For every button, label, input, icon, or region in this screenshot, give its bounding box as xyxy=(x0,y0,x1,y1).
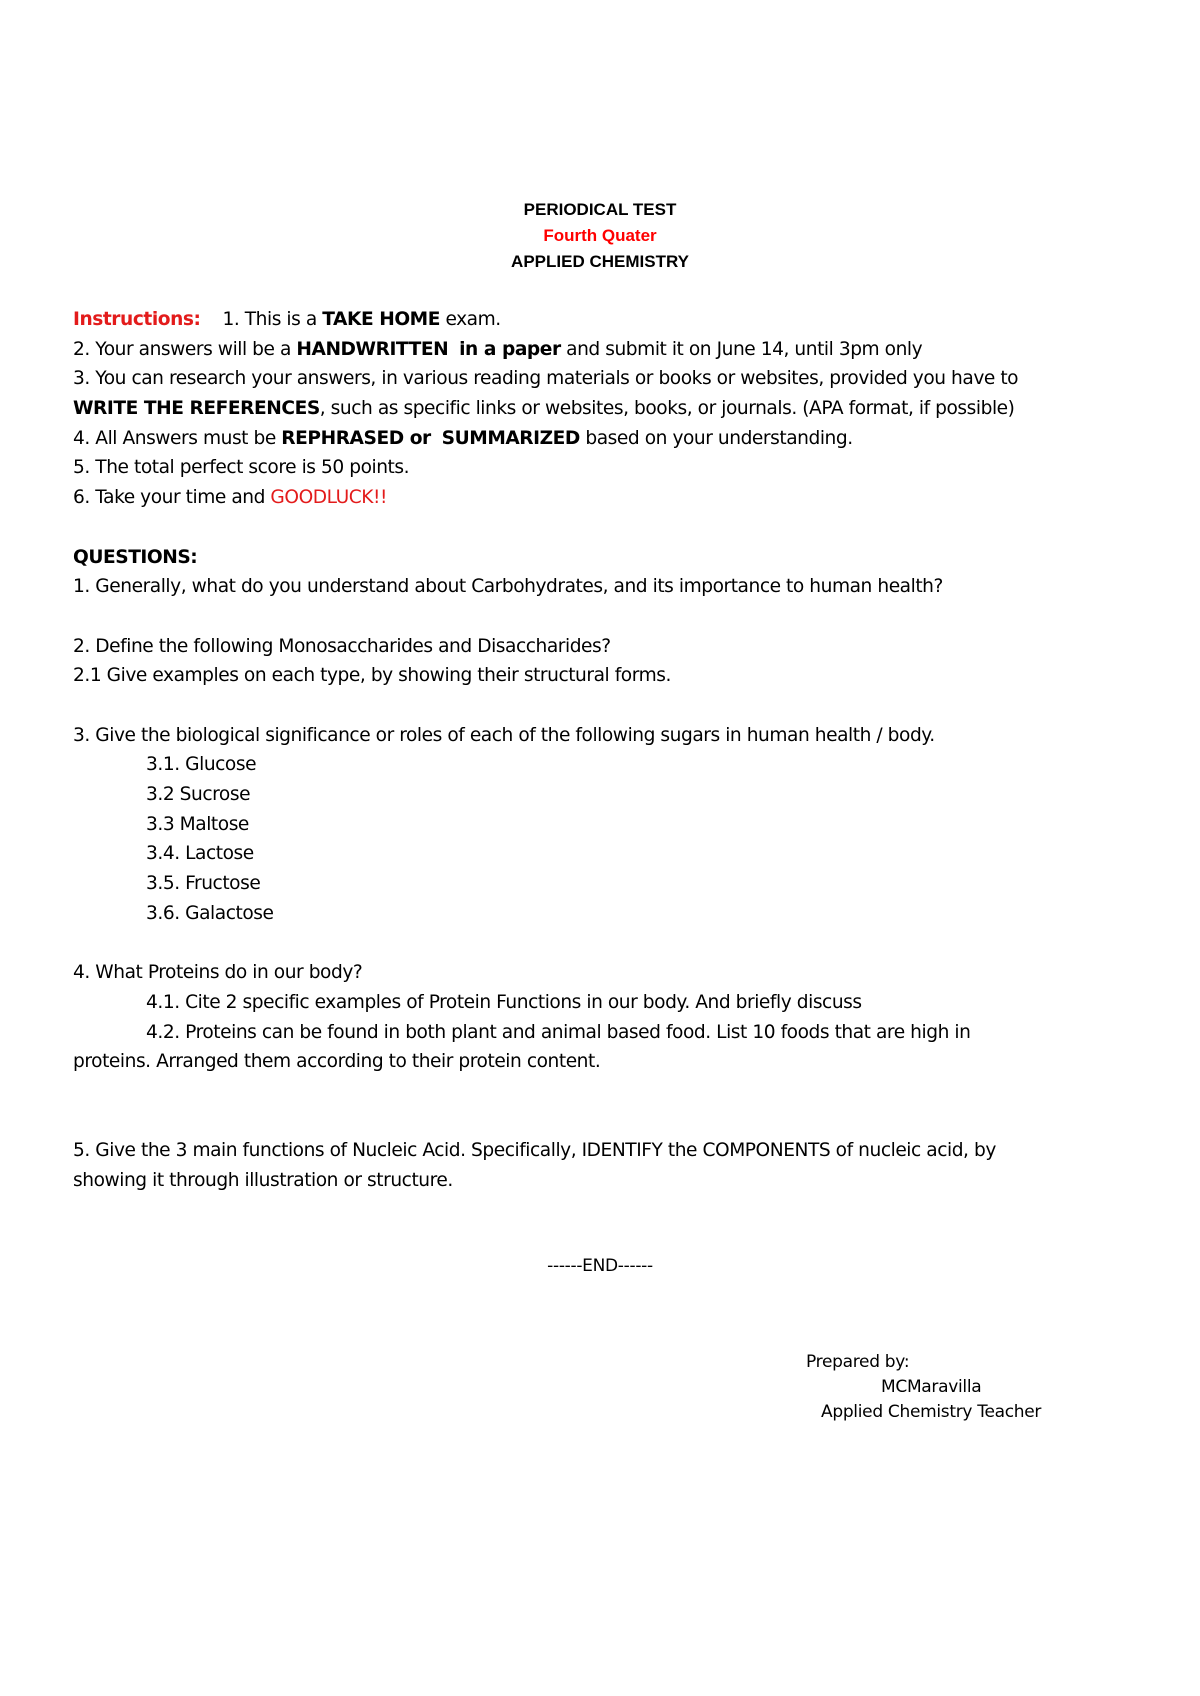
question-5-cont xyxy=(73,1166,1133,1196)
questions-label: QUESTIONS: xyxy=(73,546,198,568)
question-1-text: 1. Generally, what do you understand about Carbohydrates, and its importance to human health? xyxy=(73,576,943,598)
preparer-name xyxy=(881,1375,981,1400)
questions-heading xyxy=(73,543,1133,573)
prepared-by-label xyxy=(806,1350,909,1375)
instruction-3-emphasis: WRITE THE REFERENCES xyxy=(73,398,320,420)
question-3-item xyxy=(73,899,1133,929)
instruction-4-emphasis-b: SUMMARIZED xyxy=(441,427,580,449)
question-3-text: 3. Give the biological significance or roles of each of the following sugars in human health / body. xyxy=(73,724,935,746)
subject-text: APPLIED CHEMISTRY xyxy=(511,252,689,271)
question-2 xyxy=(73,632,1133,662)
instruction-4 xyxy=(73,424,1133,454)
question-3-item xyxy=(73,839,1133,869)
instruction-1-tail: exam. xyxy=(440,309,501,330)
end-marker-text: ------END------ xyxy=(547,1256,653,1276)
prepared-by-text: Prepared by: xyxy=(806,1352,910,1372)
instructions-label: Instructions: xyxy=(73,309,201,330)
instruction-5-text: 5. The total perfect score is 50 points. xyxy=(73,457,410,479)
preparer-role xyxy=(821,1400,1041,1425)
question-4-2-text: 4.2. Proteins can be found in both plant and animal based food. List 10 foods that are high in xyxy=(146,1021,971,1043)
instruction-1-text: 1. This is a xyxy=(222,309,323,330)
instruction-4-emphasis-a: REPHRASED or xyxy=(281,427,431,449)
question-5 xyxy=(73,1136,1133,1166)
quarter-text: Fourth Quater xyxy=(543,226,657,245)
quarter-line xyxy=(0,223,1200,249)
question-4-text: 4. What Proteins do in our body? xyxy=(73,962,363,984)
question-1 xyxy=(73,572,1133,602)
instruction-2-text: 2. Your answers will be a xyxy=(73,338,297,360)
instruction-6 xyxy=(73,483,1133,513)
question-3-item xyxy=(73,780,1133,810)
instruction-3-text: 3. You can research your answers, in various reading materials or books or websites, provided you have to xyxy=(73,368,1019,390)
instruction-3-tail: , such as specific links or websites, books, or journals. (APA format, if possible) xyxy=(319,398,1015,420)
question-3-item xyxy=(73,750,1133,780)
sugar-item: 3.4. Lactose xyxy=(146,843,254,865)
instruction-4-text: 4. All Answers must be xyxy=(73,427,282,449)
instruction-2-emphasis-b: in a paper xyxy=(459,338,561,360)
instruction-6-emphasis: GOODLUCK!! xyxy=(270,487,388,509)
instruction-1-emphasis: TAKE HOME xyxy=(322,309,440,330)
sugar-item: 3.1. Glucose xyxy=(146,754,257,776)
sugar-item: 3.5. Fructose xyxy=(146,873,261,895)
question-5-text: 5. Give the 3 main functions of Nucleic Acid. Specifically, IDENTIFY the COMPONENTS of nucleic acid, by xyxy=(73,1140,996,1162)
instruction-3-cont xyxy=(73,394,1133,424)
sugar-item: 3.2 Sucrose xyxy=(146,784,251,805)
question-2-text: 2. Define the following Monosaccharides and Disaccharides? xyxy=(73,635,611,657)
instruction-3 xyxy=(73,364,1133,394)
question-4-2 xyxy=(73,1018,1133,1048)
document-body xyxy=(73,305,1133,1196)
question-2-1-text: 2.1 Give examples on each type, by showing their structural forms. xyxy=(73,665,671,687)
question-3 xyxy=(73,721,1133,751)
instruction-2-emphasis-a: HANDWRITTEN xyxy=(296,338,449,360)
question-4-1-text: 4.1. Cite 2 specific examples of Protein Functions in our body. And briefly discuss xyxy=(146,991,862,1013)
question-4 xyxy=(73,958,1133,988)
question-5-text-cont: showing it through illustration or structure. xyxy=(73,1169,453,1191)
question-3-item xyxy=(73,869,1133,899)
question-4-2-cont xyxy=(73,1047,1133,1077)
document-title xyxy=(0,197,1200,223)
question-4-1 xyxy=(73,988,1133,1018)
question-3-item xyxy=(73,810,1133,840)
preparer-role-text: Applied Chemistry Teacher xyxy=(821,1402,1042,1422)
sugar-item: 3.6. Galactose xyxy=(146,902,274,924)
question-4-2-text-cont: proteins. Arranged them according to their protein content. xyxy=(73,1051,601,1073)
instruction-1 xyxy=(73,305,1133,335)
subject-line xyxy=(0,249,1200,275)
instruction-2-tail: and submit it on June 14, until 3pm only xyxy=(560,338,923,360)
question-2-1 xyxy=(73,661,1133,691)
title-text: PERIODICAL TEST xyxy=(523,200,677,219)
preparer-name-text: MCMaravilla xyxy=(881,1377,982,1397)
instruction-6-text: 6. Take your time and xyxy=(73,487,271,509)
instruction-5 xyxy=(73,453,1133,483)
end-marker xyxy=(0,1256,1200,1276)
sugar-item: 3.3 Maltose xyxy=(146,813,249,835)
instruction-4-tail: based on your understanding. xyxy=(579,427,853,449)
instruction-2 xyxy=(73,335,1133,365)
